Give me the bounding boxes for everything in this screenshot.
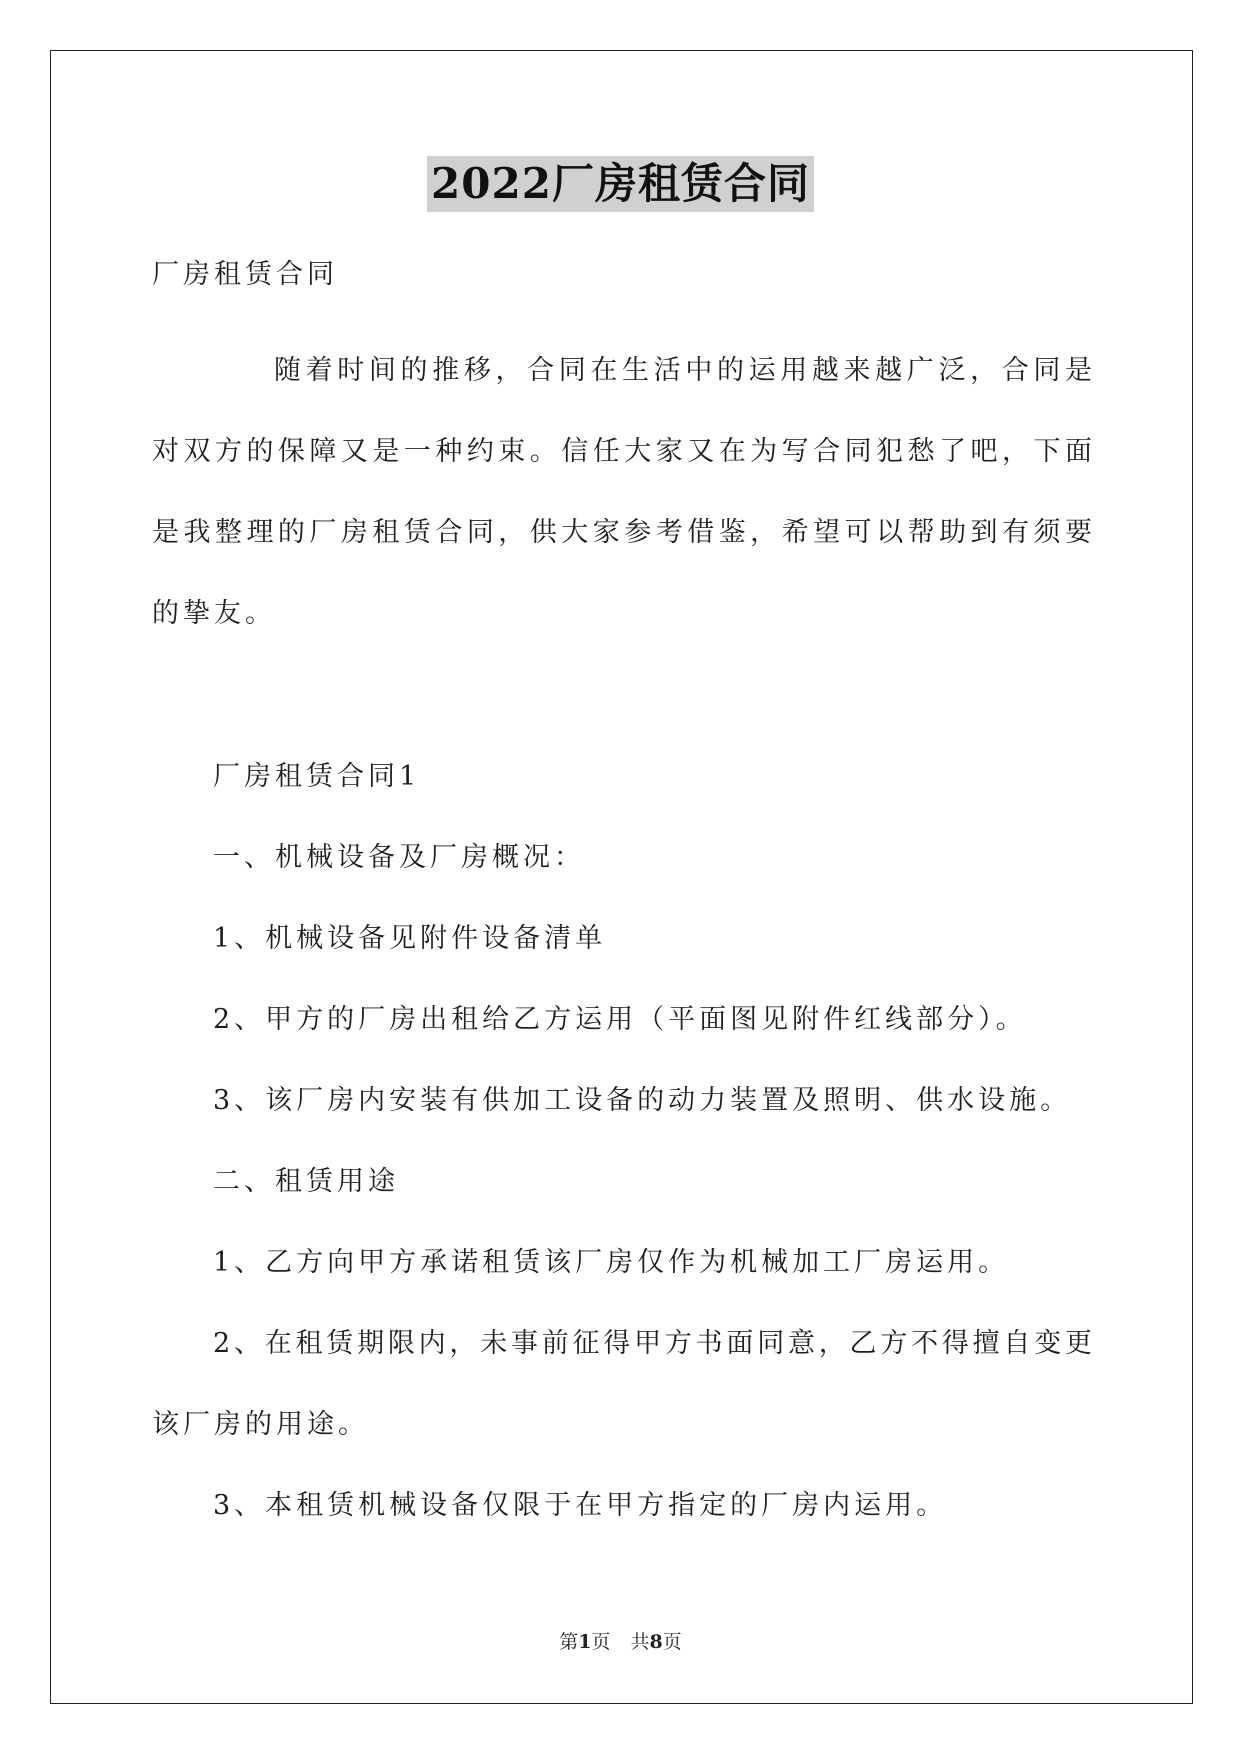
intro-line-1: 随着时间的推移，合同在生活中的运用越来越广泛，合同是 (274, 355, 1092, 386)
intro-line-4: 的挚友。 (152, 598, 276, 629)
body-line: 一、机械设备及厂房概况： (213, 842, 585, 873)
footer-current-page: 1 (578, 1631, 592, 1653)
body-line: 2、甲方的厂房出租给乙方运用（平面图见附件红线部分）。 (213, 1004, 1027, 1035)
footer-total-pages: 8 (649, 1631, 663, 1653)
intro-line-3: 是我整理的厂房租赁合同，供大家参考借鉴，希望可以帮助到有须要 (152, 517, 1092, 548)
body-line: 1、乙方向甲方承诺租赁该厂房仅作为机械加工厂房运用。 (213, 1247, 1010, 1278)
document-title: 2022厂房租赁合同 (427, 156, 814, 212)
document-subtitle: 厂房租赁合同 (152, 259, 338, 290)
intro-line-2: 对双方的保障又是一种约束。信任大家又在为写合同犯愁了吧，下面 (152, 436, 1092, 467)
body-line: 3、本租赁机械设备仅限于在甲方指定的厂房内运用。 (213, 1490, 948, 1521)
footer-total-prefix: 共 (630, 1631, 650, 1653)
body-line: 二、租赁用途 (213, 1166, 399, 1197)
section-heading: 厂房租赁合同1 (213, 761, 421, 792)
body-line: 3、该厂房内安装有供加工设备的动力装置及照明、供水设施。 (213, 1085, 1072, 1116)
page-footer (0, 1628, 1241, 1656)
title-container (0, 156, 1241, 212)
body-line: 2、在租赁期限内，未事前征得甲方书面同意，乙方不得擅自变更 (213, 1328, 1092, 1359)
body-line: 该厂房的用途。 (152, 1409, 369, 1440)
body-line: 1、机械设备见附件设备清单 (213, 923, 607, 954)
footer-page-prefix: 第 (559, 1631, 579, 1653)
footer-total-suffix: 页 (662, 1631, 682, 1653)
footer-page-suffix: 页 (591, 1631, 611, 1653)
